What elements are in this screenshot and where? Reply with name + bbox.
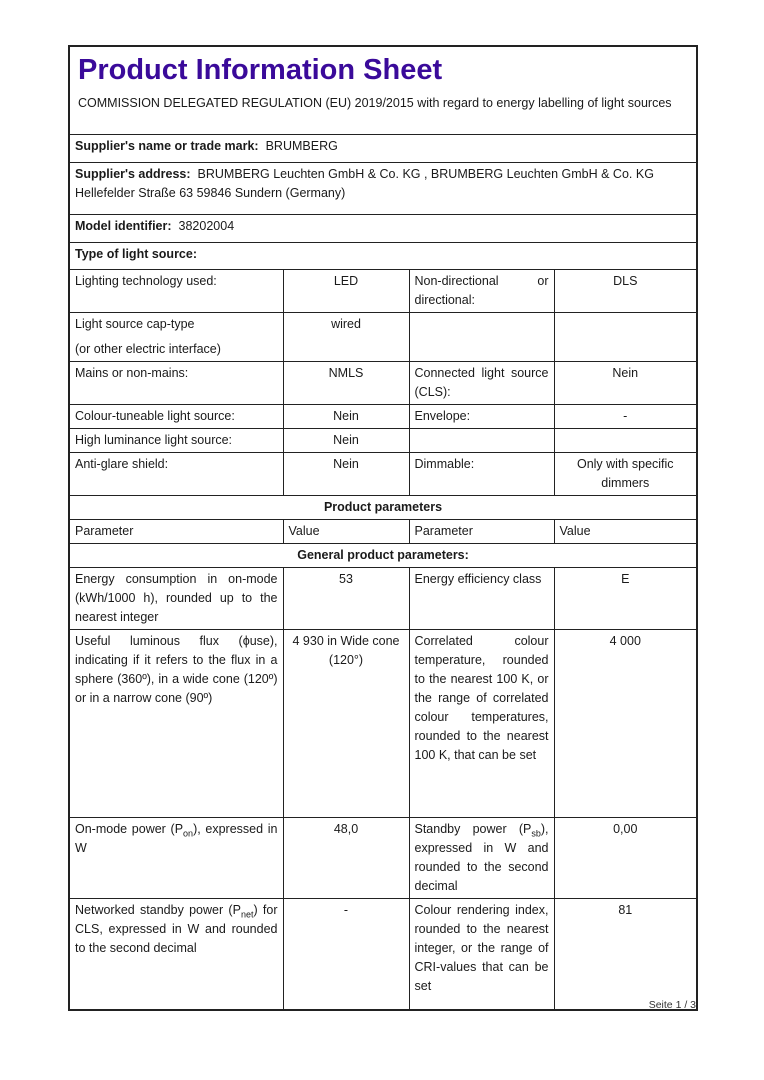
model-identifier-row bbox=[69, 214, 697, 242]
parameter-cell: Mains or non-mains: bbox=[69, 361, 283, 404]
value-cell bbox=[554, 312, 697, 361]
parameter-cell: Colour-tuneable light source: bbox=[69, 404, 283, 428]
type-section-heading: Type of light source: bbox=[69, 242, 697, 269]
parameter-cell bbox=[409, 428, 554, 452]
parameter-cell: Energy consumption in on-mode (kWh/1000 h), rounded up to the nearest integer bbox=[69, 567, 283, 629]
parameter-cell: Dimmable: bbox=[409, 452, 554, 495]
value-cell: 4 930 in Wide cone (120°) bbox=[283, 629, 409, 817]
supplier-name-value: BRUMBERG bbox=[265, 138, 338, 153]
model-identifier-label: Model identifier: bbox=[75, 218, 172, 233]
parameter-cell: Envelope: bbox=[409, 404, 554, 428]
supplier-address-value: BRUMBERG Leuchten GmbH & Co. KG , BRUMBERG Leuchten GmbH & Co. KG Hellefelder Straße 63 59846 Sundern (Germany) bbox=[75, 166, 654, 200]
value-cell: 4 000 bbox=[554, 629, 697, 817]
page-title: Product Information Sheet bbox=[78, 54, 443, 86]
column-header-row bbox=[69, 519, 697, 543]
table-row bbox=[69, 361, 697, 404]
model-identifier-value: 38202004 bbox=[178, 218, 235, 233]
column-header: Parameter bbox=[409, 519, 554, 543]
column-header: Value bbox=[554, 519, 697, 543]
value-cell: Only with specific dimmers bbox=[554, 452, 697, 495]
value-cell: Nein bbox=[283, 452, 409, 495]
value-cell: Nein bbox=[283, 428, 409, 452]
parameter-cell: Lighting technology used: bbox=[69, 269, 283, 312]
parameter-cell: Standby power $(P_{sb})$, expressed in W and rounded to the second decimal bbox=[409, 817, 554, 898]
parameter-cell: Useful luminous flux (ϕuse), indicating if it refers to the flux in a sphere (360º), in a wide cone (120º) or in a narrow cone (90º) bbox=[69, 629, 283, 817]
parameter-cell: Non-directional or directional: bbox=[409, 269, 554, 312]
cap-type-line1: Light source cap-type bbox=[75, 316, 195, 331]
value-cell: 53 bbox=[283, 567, 409, 629]
parameter-cell: Anti-glare shield: bbox=[69, 452, 283, 495]
value-cell: NMLS bbox=[283, 361, 409, 404]
value-cell: - bbox=[554, 404, 697, 428]
page-indicator: Seite 1 / 3 bbox=[648, 999, 696, 1011]
header-row bbox=[69, 46, 697, 134]
table-row bbox=[69, 629, 697, 817]
value-cell: wired bbox=[283, 312, 409, 361]
supplier-name-row bbox=[69, 134, 697, 162]
value-cell: Nein bbox=[283, 404, 409, 428]
product-info-table bbox=[68, 45, 698, 1011]
value-cell: DLS bbox=[554, 269, 697, 312]
column-header: Parameter bbox=[69, 519, 283, 543]
supplier-address-label: Supplier's address: bbox=[75, 166, 191, 181]
table-row bbox=[69, 404, 697, 428]
table-row bbox=[69, 567, 697, 629]
type-section-heading-row bbox=[69, 242, 697, 269]
table-row bbox=[69, 898, 697, 1010]
regulation-subtitle: COMMISSION DELEGATED REGULATION (EU) 2019/2015 with regard to energy labelling of light sources bbox=[78, 96, 672, 110]
product-information-sheet bbox=[68, 45, 696, 1011]
parameter-cell: On-mode power $(P_{on})$, expressed in W bbox=[69, 817, 283, 898]
value-cell: LED bbox=[283, 269, 409, 312]
cap-type-line2: (or other electric interface) bbox=[75, 341, 221, 356]
supplier-address-row bbox=[69, 162, 697, 214]
product-parameters-heading-row bbox=[69, 495, 697, 519]
table-row bbox=[69, 269, 697, 312]
value-cell: 48,0 bbox=[283, 817, 409, 898]
supplier-name-label: Supplier's name or trade mark: bbox=[75, 138, 259, 153]
value-cell: 0,00 bbox=[554, 817, 697, 898]
general-parameters-heading-row bbox=[69, 543, 697, 567]
value-cell: 81 bbox=[554, 898, 697, 1010]
value-cell: Nein bbox=[554, 361, 697, 404]
parameter-cell: Connected light source (CLS): bbox=[409, 361, 554, 404]
table-row bbox=[69, 452, 697, 495]
parameter-cell: Correlated colour temperature, rounded to the nearest 100 K, or the range of correlated colour temperatures, rounded to the nearest 100 K, that can be set bbox=[409, 629, 554, 817]
table-row bbox=[69, 428, 697, 452]
table-row bbox=[69, 312, 697, 361]
parameter-cell bbox=[409, 312, 554, 361]
parameter-cell: Energy efficiency class bbox=[409, 567, 554, 629]
table-row bbox=[69, 817, 697, 898]
parameter-cell: Networked standby power $(P_{net})$ for CLS, expressed in W and rounded to the second decimal bbox=[69, 898, 283, 1010]
column-header: Value bbox=[283, 519, 409, 543]
value-cell: - bbox=[283, 898, 409, 1010]
value-cell bbox=[554, 428, 697, 452]
general-parameters-heading: General product parameters: bbox=[69, 543, 697, 567]
parameter-cell bbox=[69, 312, 283, 361]
parameter-cell: High luminance light source: bbox=[69, 428, 283, 452]
parameter-cell: Colour rendering index, rounded to the nearest integer, or the range of CRI-values that can be set bbox=[409, 898, 554, 1010]
value-cell: E bbox=[554, 567, 697, 629]
product-parameters-heading: Product parameters bbox=[69, 495, 697, 519]
